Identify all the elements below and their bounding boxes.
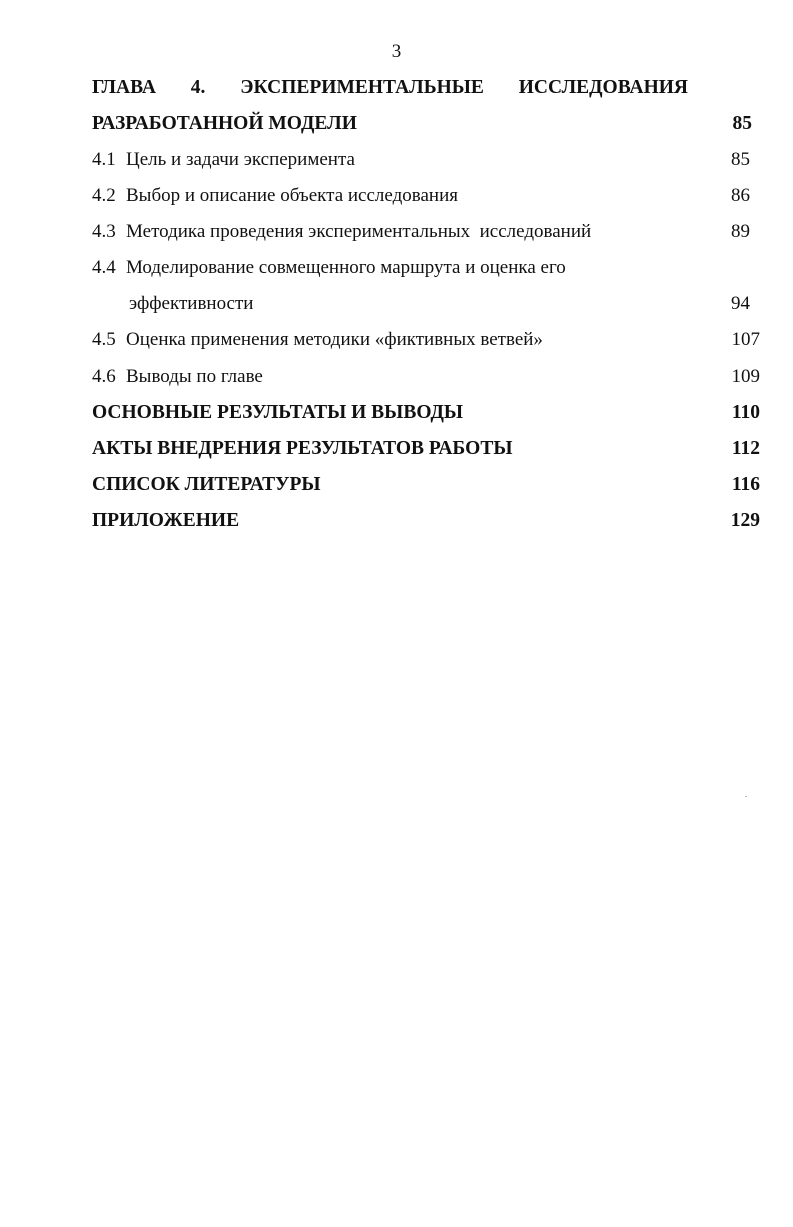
section-page-ref: 89	[731, 221, 750, 242]
page-number: 3	[391, 41, 402, 62]
section-title: Оценка применения методики «фиктивных ветвей»	[126, 329, 543, 350]
back-matter-title: СПИСОК ЛИТЕРАТУРЫ	[92, 474, 321, 495]
toc-entry-appendix	[92, 508, 760, 534]
chapter-heading-word: ЭКСПЕРИМЕНТАЛЬНЫЕ	[240, 77, 484, 98]
back-matter-page-ref: 110	[731, 402, 760, 423]
toc-entry-4-1	[92, 147, 760, 173]
section-page-ref: 94	[731, 293, 750, 314]
back-matter-page-ref: 129	[730, 510, 760, 531]
section-title: Выбор и описание объекта исследования	[126, 185, 458, 206]
section-page-ref: 85	[731, 149, 750, 170]
section-title: Моделирование совмещенного маршрута и оценка его	[126, 257, 566, 278]
toc-entry-4-2	[92, 183, 760, 209]
back-matter-title: АКТЫ ВНЕДРЕНИЯ РЕЗУЛЬТАТОВ РАБОТЫ	[92, 438, 513, 459]
section-title-cont: эффективности	[129, 293, 254, 314]
chapter-heading-word: 4.	[190, 77, 206, 98]
chapter-page-ref: 85	[732, 113, 752, 134]
section-number: 4.6	[92, 366, 116, 387]
section-title: Цель и задачи эксперимента	[126, 149, 355, 170]
back-matter-page-ref: 112	[731, 438, 760, 459]
toc-entry-4-4-continuation	[92, 291, 760, 317]
section-number: 4.1	[92, 149, 116, 170]
toc-entry-results	[92, 400, 760, 426]
section-number: 4.2	[92, 185, 116, 206]
chapter-heading-word: ИССЛЕДОВАНИЯ	[518, 77, 688, 98]
chapter-heading-word: ГЛАВА	[92, 77, 156, 98]
toc-entry-references	[92, 472, 760, 498]
section-number: 4.4	[92, 257, 116, 278]
section-number: 4.5	[92, 329, 116, 350]
section-page-ref: 109	[731, 366, 760, 387]
chapter-heading-continuation	[92, 111, 760, 137]
toc-entry-4-3	[92, 219, 760, 245]
back-matter-title: ПРИЛОЖЕНИЕ	[92, 510, 240, 531]
toc-entry-4-5	[92, 327, 760, 353]
section-title: Выводы по главе	[126, 366, 263, 387]
toc-entry-acts	[92, 436, 760, 462]
chapter-heading	[92, 75, 688, 101]
section-page-ref: 86	[731, 185, 750, 206]
section-page-ref: 107	[731, 329, 760, 350]
back-matter-page-ref: 116	[731, 474, 760, 495]
toc-entry-4-6	[92, 364, 760, 390]
section-title: Методика проведения экспериментальных исследований	[126, 221, 592, 242]
scan-speck	[745, 796, 747, 797]
back-matter-title: ОСНОВНЫЕ РЕЗУЛЬТАТЫ И ВЫВОДЫ	[92, 402, 464, 423]
section-number: 4.3	[92, 221, 116, 242]
chapter-heading-cont-text: РАЗРАБОТАННОЙ МОДЕЛИ	[92, 113, 357, 134]
toc-entry-4-4	[92, 255, 760, 281]
